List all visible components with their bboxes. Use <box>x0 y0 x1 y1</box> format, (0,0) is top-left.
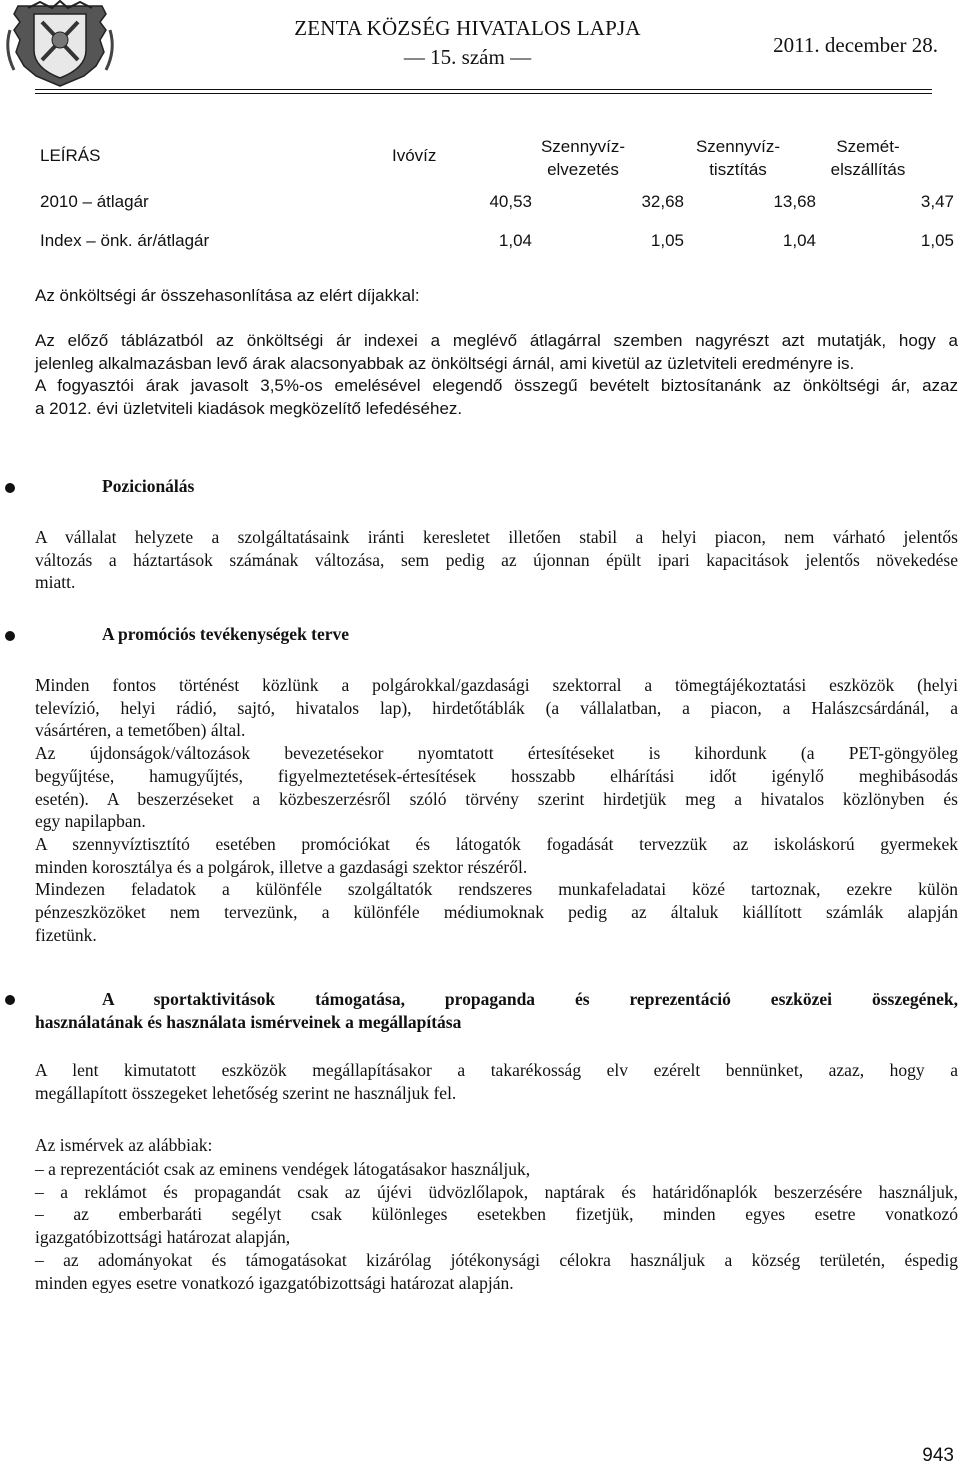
table-cell: 40,53 <box>489 192 532 211</box>
text-line: Az újdonságok/változások bevezetésekor nyomtatott értesítéseket is kihordunk (a PET-göngyöleg <box>35 743 958 764</box>
text-line: fizetünk. <box>35 924 97 945</box>
text-line: a 2012. évi üzletviteli kiadások megközelítő lefedéséhez. <box>35 399 463 419</box>
criteria-list <box>35 1158 958 1294</box>
table-header-leiras: LEÍRÁS <box>40 146 101 165</box>
text-line: minden korosztálya és a polgárok, illetve a gazdasági szektor részéről. <box>35 856 528 877</box>
text-line: miatt. <box>35 572 76 593</box>
list-item: – az emberbaráti segélyt csak különleges esetekben fizetjük, minden egyes esetre vonatkozó <box>35 1204 958 1225</box>
section-heading-promocio: A promóciós tevékenységek terve <box>102 624 350 644</box>
row-label: Index – önk. ár/átlagár <box>40 231 210 250</box>
table-cell: 3,47 <box>920 192 954 211</box>
text-line: Mindezen feladatok a különféle szolgáltatók rendszeres munkafeladatai közé tartoznak, ezekre külön <box>35 879 958 900</box>
heading-line: A sportaktivitások támogatása, propaganda és reprezentáció eszközei összegének, <box>102 989 958 1009</box>
heading-line: használatának és használata ismérveinek a megállapítása <box>35 1012 462 1032</box>
bullet-icon <box>5 483 15 493</box>
list-item: – a reklámot és propagandát csak az újévi üdvözlőlapok, naptárak és határidőnaplók beszerzésére használjuk, <box>35 1181 958 1202</box>
text-line: Minden fontos történést közlünk a polgárokkal/gazdasági szektorral a tömegtájékoztatási eszközök (helyi <box>35 675 958 695</box>
bullet-icon <box>5 631 15 641</box>
comparison-paragraph <box>35 330 958 421</box>
criteria-intro: Az ismérvek az alábbiak: <box>35 1135 213 1155</box>
list-item: – az adományokat és támogatásokat kizárólag jótékonysági célokra használjuk a község területén, éspedig <box>35 1249 958 1270</box>
issue-number: — 15. szám — <box>403 45 532 69</box>
text-line: jelenleg alkalmazásban levő árak alacsonyabbak az önköltségi árnál, ami kivetül az üzletviteli eredményre is. <box>35 353 855 373</box>
text-line: megállapított összegeket lehetőség szerint ne használjuk fel. <box>35 1082 457 1103</box>
section-heading-pozicionalas: Pozicionálás <box>102 476 195 496</box>
bullet-icon <box>5 995 15 1005</box>
publication-title: ZENTA KÖZSÉG HIVATALOS LAPJA <box>294 16 641 40</box>
sport-paragraph <box>35 1059 958 1104</box>
comparison-title: Az önköltségi ár összehasonlítása az elért díjakkal: <box>35 286 420 305</box>
issue-date: 2011. december 28. <box>773 33 938 57</box>
table-cell: 1,04 <box>782 231 816 250</box>
text-line: A szennyvíztisztító esetében promóciókat és látogatók fogadását tervezzük az iskoláskorú gyermekek <box>35 833 958 854</box>
table-row <box>0 231 960 257</box>
text-line: televízió, helyi rádió, sajtó, hivatalos lap), hirdetőtáblák (a vállalatban, a piacon, a Halászcsárdánál, a <box>35 697 958 718</box>
text-line: A lent kimutatott eszközök megállapításakor a takarékosság elv ezérelt bennünket, azaz, hogy a <box>35 1060 958 1080</box>
table-cell: 32,68 <box>641 192 684 211</box>
text-line: A fogyasztói árak javasolt 3,5%-os emelésével elegendő összegű bevételt biztosítanánk az önköltségi ár, azaz <box>35 376 958 396</box>
text-line: begyűjtése, hamugyűjtés, figyelmeztetések-értesítések hosszabb elhárítási időt igénylő meghibásodás <box>35 765 958 786</box>
section-heading-sport <box>35 988 958 1034</box>
table-header-szennyviz-tisztitas: Szennyvíz- tisztítás <box>695 137 781 179</box>
table-cell: 13,68 <box>773 192 816 211</box>
list-item: minden egyes esetre vonatkozó igazgatóbizottsági határozat alapján. <box>35 1272 514 1293</box>
text-line: esetén). A beszerzéseket a közbeszerzésről szóló törvény szerint hirdetjük meg a hivatalos közlönyben és <box>35 788 958 809</box>
text-line: változás a háztartások számának változása, sem pedig az újonnan épült ipari kapacitások jelentős növekedése <box>35 549 958 570</box>
text-line: egy napilapban. <box>35 811 146 832</box>
pozicionalas-paragraph <box>35 526 958 594</box>
text-line: Az előző táblázatból az önköltségi ár indexei a meglévő átlagárral szemben nagyrészt azt mutatják, hogy a <box>35 331 958 350</box>
table-header-szennyviz-elvezetes: Szennyvíz- elvezetés <box>540 137 626 179</box>
promocio-paragraph <box>35 674 958 946</box>
text-line: vásártéren, a temetőben) által. <box>35 720 246 741</box>
table-row <box>0 192 960 218</box>
table-cell: 1,05 <box>650 231 684 250</box>
text-line: A vállalat helyzete a szolgáltatásaink iránti keresletet illetően stabil a helyi piacon, nem várható jelentős <box>35 527 958 547</box>
list-item: – a reprezentációt csak az eminens vendégek látogatásakor használjuk, <box>35 1159 531 1179</box>
text-line: pénzeszközöket nem tervezünk, a különféle médiumoknak pedig az általuk kiállított számlák alapján <box>35 902 958 923</box>
table-header-ivoviz: Ivóvíz <box>392 146 437 165</box>
list-item: igazgatóbizottsági határozat alapján, <box>35 1227 291 1248</box>
table-header-szemet-elszallitas: Szemét- elszállítás <box>830 137 906 179</box>
table-cell: 1,05 <box>920 231 954 250</box>
row-label: 2010 – átlagár <box>40 192 149 211</box>
page-number: 943 <box>922 1445 954 1466</box>
price-table <box>0 0 960 260</box>
table-cell: 1,04 <box>498 231 532 250</box>
